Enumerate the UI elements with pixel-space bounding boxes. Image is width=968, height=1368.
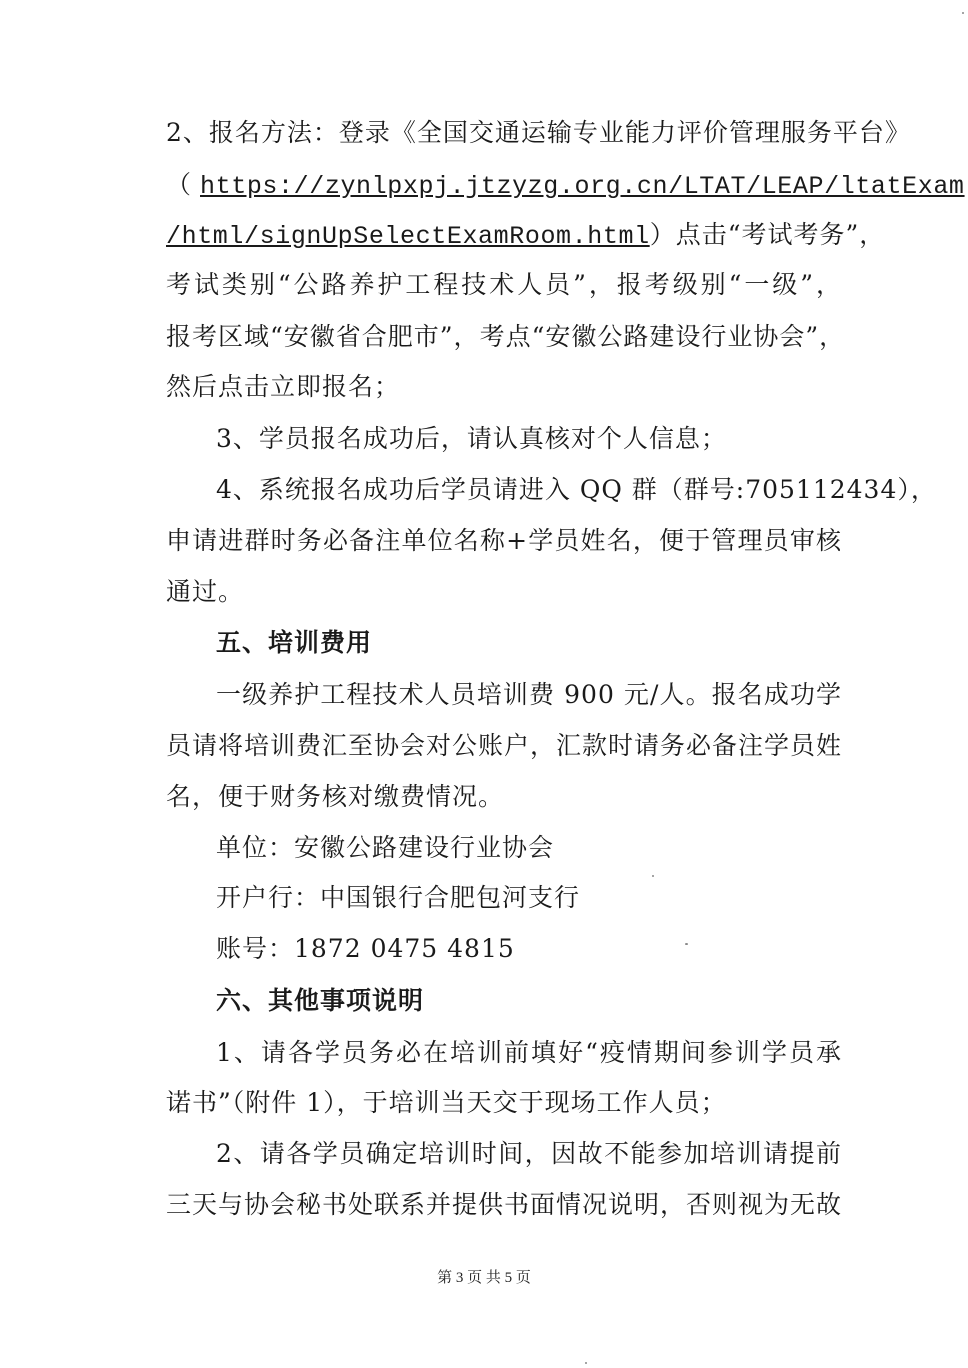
- scan-speck: [652, 875, 654, 877]
- fee-line-2: 员请将培训费汇至协会对公账户，汇款时请务必备注学员姓: [166, 731, 843, 760]
- page-footer: 第 3 页 共 5 页: [437, 1270, 531, 1286]
- open-paren: （: [166, 170, 193, 199]
- click-signup-line: 然后点击立即报名；: [166, 372, 401, 401]
- other-line-3: 2、请各学员确定培训时间，因故不能参加培训请提前: [216, 1139, 842, 1168]
- signup-method-line: 2、报名方法：登录《全国交通运输专业能力评价管理服务平台》: [166, 118, 911, 147]
- url-line-1: [166, 168, 965, 204]
- fee-line-3: 名，便于财务核对缴费情况。: [166, 782, 505, 811]
- other-line-2: 诺书”（附件 1），于培训当天交于现场工作人员；: [166, 1088, 727, 1117]
- pass-line: 通过。: [166, 577, 245, 606]
- section-heading-fees: 五、培训费用: [216, 628, 373, 657]
- other-line-4: 三天与协会秘书处联系并提供书面情况说明，否则视为无故: [166, 1190, 843, 1219]
- fee-line-1: 一级养护工程技术人员培训费 900 元/人。报名成功学: [216, 680, 842, 709]
- url-line-2: [166, 218, 886, 254]
- section-heading-other: 六、其他事项说明: [216, 986, 425, 1015]
- account-unit-line: 单位：安徽公路建设行业协会: [216, 833, 555, 862]
- verify-info-line: 3、学员报名成功后，请认真核对个人信息；: [216, 424, 727, 453]
- other-line-1: 1、请各学员务必在培训前填好“疫情期间参训学员承: [216, 1038, 842, 1067]
- qq-group-line: 4、系统报名成功后学员请进入 QQ 群（群号:705112434），: [216, 475, 937, 504]
- platform-url-part2[interactable]: /html/signUpSelectExamRoom.html: [166, 222, 650, 251]
- platform-url-part1[interactable]: https://zynlpxpj.jtzyzg.org.cn/LTAT/LEAP/ltatExam: [200, 172, 965, 201]
- exam-region-line: 报考区域“安徽省合肥市”，考点“安徽公路建设行业协会”，: [166, 322, 846, 351]
- scan-speck: [962, 12, 964, 14]
- account-number-line: 账号：1872 0475 4815: [216, 934, 515, 963]
- bank-line: 开户行：中国银行合肥包河支行: [216, 883, 581, 912]
- exam-category-line: 考试类别“公路养护工程技术人员”，报考级别“一级”，: [166, 270, 843, 299]
- scan-speck: [685, 943, 688, 945]
- click-exam-affairs: ）点击“考试考务”，: [649, 220, 886, 249]
- join-group-note-line: 申请进群时务必备注单位名称+学员姓名，便于管理员审核: [166, 526, 842, 555]
- scan-speck: [585, 1362, 587, 1364]
